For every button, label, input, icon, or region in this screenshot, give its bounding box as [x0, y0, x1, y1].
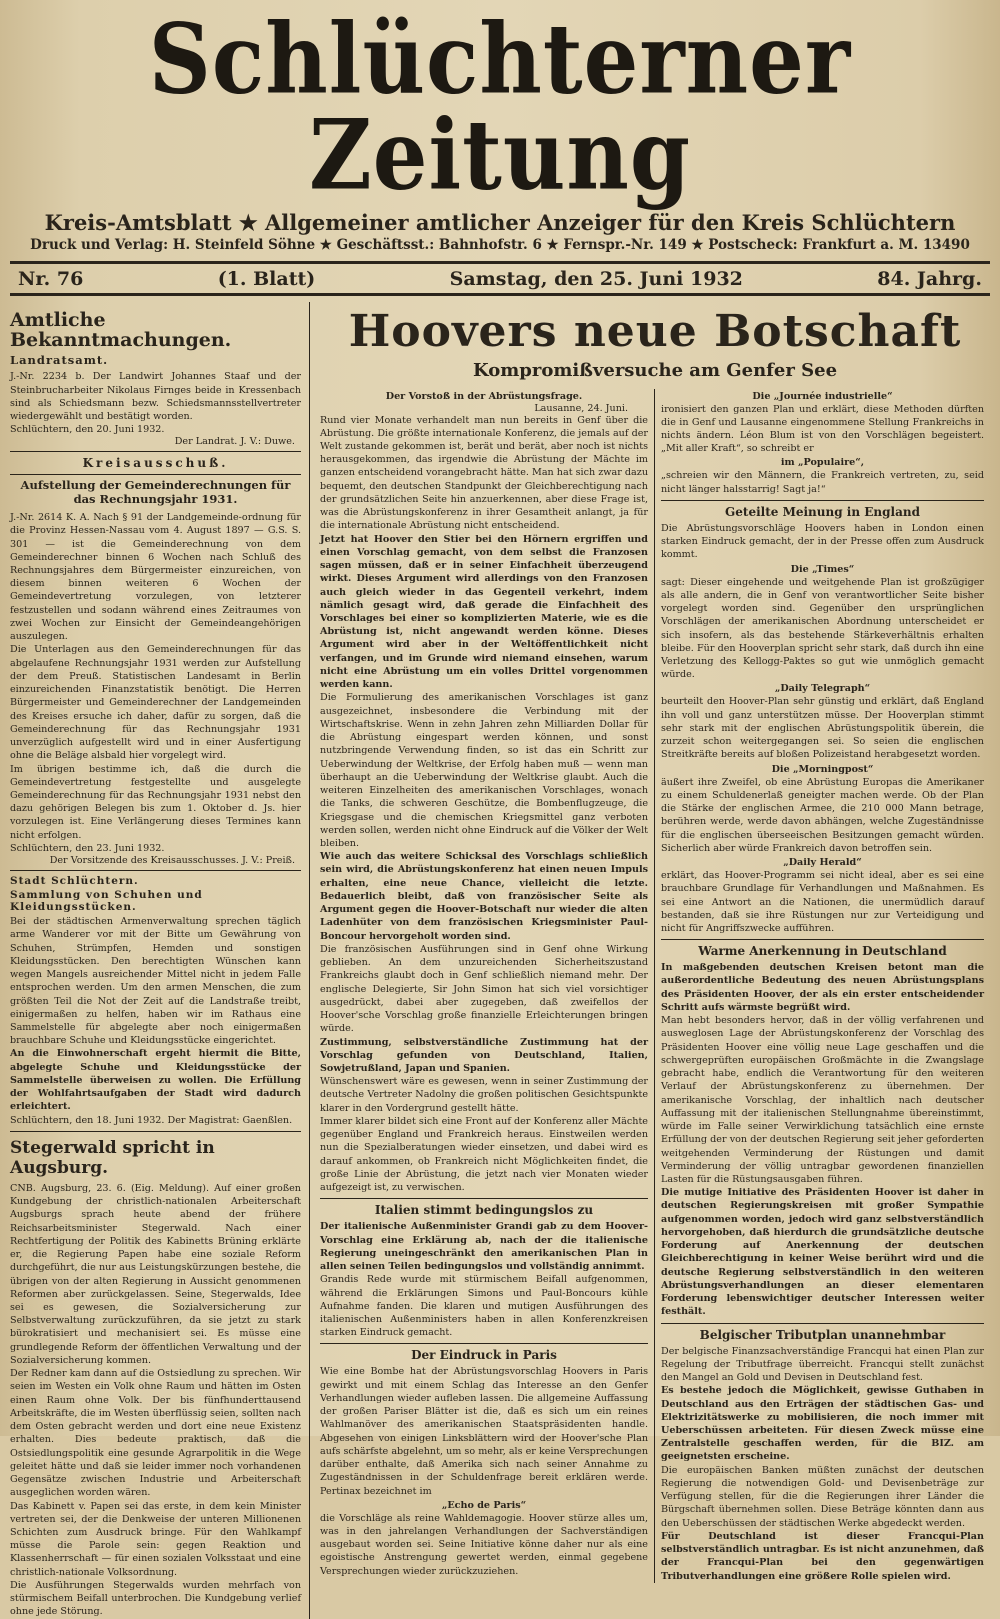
article-columns: [320, 389, 990, 1583]
a1-p7: Wünschenswert wäre es gewesen, wenn in seiner Zustimmung der deutsche Vertreter Nadolny die großen politischen Gesichtspunkte klarer in den Vordergrund gestellt hätte.: [320, 1076, 648, 1114]
sheet-number: (1. Blatt): [217, 267, 316, 290]
columns: [10, 302, 990, 1619]
england-p1: Die Abrüstungsvorschläge Hoovers haben in London einen starken Eindruck gemacht, der in der Presse offen zum Ausdruck kommt.: [661, 522, 984, 561]
article-col-1: [320, 389, 655, 1583]
journee-p2: „schreien wir den Männern, die Frankreich vertreten, zu, seid nicht länger halsstarrig! Sagt ja!“: [661, 470, 984, 495]
belgium-p2: Es bestehe jedoch die Möglichkeit, gewisse Guthaben in Deutschland aus den Erträgen der städtischen Gas- und Elektrizitätswerke zu mobilisieren, die noch immer mit Ueberschüssen arbeiteten. Für diesen Zweck müsse eine Zentralstelle geschaffen werden, für die BIZ. am geeignetsten erscheine.: [661, 1385, 984, 1463]
main-subhead: Kompromißversuche am Genfer See: [472, 359, 838, 381]
amtlich-text: J.-Nr. 2234 b. Der Landwirt Johannes Staaf und der Steinbrucharbeiter Nikolaus Firnges beide in Kressenbach sind als Schiedsmann bezw. Schiedsmannsstellvertreter wiedergewählt und bestätigt worden.: [10, 371, 301, 422]
kreis-p3: Im übrigen bestimme ich, daß die durch die Gemeindevertretung festgestellte und ausgelegte Gemeinderechnung für das Rechnungsjahr 1931 nebst den dazu gehörigen Belegen bis zum 1. Oktober d. Js. hier vorzulegen ist. Eine Verlängerung dieses Termines kann nicht erfolgen.: [10, 763, 301, 841]
steger-title: Stegerwald spricht in Augsburg.: [10, 1137, 215, 1178]
stadt-p1: Bei der städtischen Armenverwaltung sprechen täglich arme Wanderer vor mit der Bitte um Gewährung von Schuhen, Strümpfen, Hemden und sonstigen Kleidungsstücken. Den berechtigten Wünschen kann wegen Mangels ausreichender Mittel nicht in jedem Falle entsprochen werden. Um den armen Menschen, die zum größten Teil die Not der Zeit auf die Landstraße treibt, einigermaßen zu helfen, haben wir im Rathaus eine Sammelstelle für abgelegte aber noch einigermaßen brauchbare Schuhe und Kleidungsstücke eingerichtet.: [10, 916, 301, 1047]
kreis-p1: J.-Nr. 2614 K. A. Nach § 91 der Landgemeinde-ordnung für die Provinz Hessen-Nassau vom 4. August 1897 — G.S. S. 301 — ist die Gemeinderechnung von dem Gemeinderechner binnen 6 Wochen nach Schluß des Rechnungsjahres dem Bürgermeister einzureichen, von diesem binnen weiteren 6 Wochen der Gemeindevertretung vorzulegen, von letzterer festzustellen und sodann während eines Zeitraumes von zwei Wochen zur Einsicht der Gemeindeangehörigen auszulegen.: [10, 512, 301, 643]
italy-p1: Der italienische Außenminister Grandi gab zu dem Hoover-Vorschlag eine Erklärung ab, nach der die italienische Regierung uneingeschränkt den amerikanischen Plan in allen seinen Teilen bedingungslos und vollständig annimmt.: [320, 1221, 648, 1273]
echo-label: „Echo de Paris“: [441, 1499, 527, 1511]
steger-p2: Der Redner kam dann auf die Ostsiedlung zu sprechen. Wir seien im Westen ein Volk ohne Raum und hätten im Osten einen Raum ohne Volk. Der bis fünfhunderttausend Arbeitskräfte, die im Westen überflüssig seien, sollten nach dem Osten gebracht werden und dort eine neue Existenz erhalten. Dies bedeute praktisch, daß die Ostsiedlungspolitik eine gesunde Agrarpolitik in die Wege geleitet hätte und daß sie leider immer noch vorhandenen Gegensätze zwischen Industrie und Arbeiterschaft ausgeglichen worden wären.: [10, 1368, 301, 1499]
belgium-p3: Die europäischen Banken müßten zunächst der deutschen Regierung die notwendigen Gold- und Devisenbeträge zur Verfügung stellen, für die die Regierungen ihrer Länder die Bürgschaft übernehmen sollen. Diese Beträge könnten dann aus den Ueberschüssen der städtischen Werke abgedeckt werden.: [661, 1464, 984, 1529]
italy-p2: Grandis Rede wurde mit stürmischem Beifall aufgenommen, während die Erklärungen Simons und Paul-Boncours kühle Aufnahme fanden. Die klaren und mutigen Ausführungen des italienischen Außenministers haben in allen Konferenzkreisen starken Eindruck gemacht.: [320, 1274, 648, 1339]
belgium-p4: Für Deutschland ist dieser Francqui-Plan selbstverständlich untragbar. Es ist nicht anzunehmen, daß der Francqui-Plan bei den gegenwärtigen Tributverhandlungen eine größere Rolle spielen wird.: [661, 1530, 984, 1582]
belgium-p1: Der belgische Finanzsachverständige Francqui hat einen Plan zur Regelung der Tributfrage überreicht. Francqui stellt zunächst den Mangel an Gold und Devisen in Deutschland fest.: [661, 1345, 984, 1384]
england-p5: erklärt, das Hoover-Programm sei nicht ideal, aber es sei eine brauchbare Grundlage für Verhandlungen und Maßnahmen. Es sei eine Antwort an die Nationen, die unermüdlich darauf bestanden, daß sie ihre Rüstungen nur zur Verteidigung und nicht für Angriffszwecke aufführen.: [661, 870, 984, 934]
journee-label: Die „Journée industrielle“: [752, 390, 893, 402]
paris-title: Der Eindruck in Paris: [320, 1343, 648, 1362]
germany-p1: In maßgebenden deutschen Kreisen betont man die außerordentliche Bedeutung des neuen Abrüstungsplans des Präsidenten Hoover, der als ein erster entscheidender Schritt aufs wärmste begrüßt wird.: [661, 962, 984, 1013]
article-col-2: [655, 389, 990, 1583]
publisher-info: Druck und Verlag: H. Steinfeld Söhne ★ Geschäftsst.: Bahnhofstr. 6 ★ Fernspr.-Nr. 149 ★ Postscheck: Frankfurt a. M. 13490: [30, 237, 970, 253]
steger-p3: Das Kabinett v. Papen sei das erste, in dem kein Minister vertreten sei, der die Denkweise der unteren Millionenen Schichten zum Ausdruck bringe. Für den Wahlkampf müsse die Parole sein: gegen Reaktion und Klassenherrschaft — für einen sozialen Volksstaat und eine christlich-nationale Volksordnung.: [10, 1500, 301, 1578]
masthead: [10, 0, 990, 253]
issue-date: Samstag, den 25. Juni 1932: [449, 267, 743, 290]
amtlich-title: Amtliche Bekanntmachungen.: [10, 308, 232, 352]
dateline: [10, 261, 990, 296]
right-column: [310, 302, 990, 1619]
a1-p8: Immer klarer bildet sich eine Front auf der Konferenz aller Mächte gegenüber England und Frankreich heraus. Einstweilen werden nun die Spezialberatungen wieder einsetzen, und dabei wird es darauf ankommen, ob Frankreich nicht Möglichkeiten findet, die große Linie der Abrüstung, die jetzt nach vier Monaten wieder aufgezeigt ist, zu verwischen.: [320, 1115, 648, 1194]
divider: [10, 451, 301, 452]
a1-kicker: Der Vorstoß in der Abrüstungsfrage.: [385, 390, 583, 402]
england-p4: äußert ihre Zweifel, ob eine Abrüstung Europas die Amerikaner zu einem Schuldenerlaß geneigter machen werde. Ob der Plan die Stärke der englischen Armee, die 210 000 Mann betrage, berühren werde, werde davon abhängen, welche Zugeständnisse für die englischen überseeischen Besitzungen gemacht würden. Sicherlich aber würde Frankreich davon betroffen sein.: [661, 776, 984, 854]
kreis-p2: Die Unterlagen aus den Gemeinderechnungen für das abgelaufene Rechnungsjahr 1931 werden zur Aufstellung der dem Preuß. Statistischen Landesamt in Berlin einzureichenden Finanzstatistik benötigt. Die Herren Bürgermeister und Gemeinderechner der Landgemeinden des Kreises ersuche ich daher, dafür zu sorgen, daß die Gemeinderechnung für das Rechnungsjahr 1931 unverzüglich aufgestellt wird und in einer Ausfertigung ohne die Beläge alsbald hier vorgelegt wird.: [10, 644, 301, 762]
kreis-sig: Der Vorsitzende des Kreisausschusses. J. V.: Preiß.: [49, 855, 295, 867]
england-p3: beurteilt den Hoover-Plan sehr günstig und erklärt, daß England ihn voll und ganz unterstützen müsse. Der Hooverplan stimmt sehr stark mit der englischen Abrüstungspolitik überein, die zurzeit schon weitergegangen sei. So seien die englischen Streitkräfte bereits auf bloßen Polizeistand herabgesetzt worden.: [661, 696, 984, 761]
kreis-title: Aufstellung der Gemeinderechnungen für das Rechnungsjahr 1931.: [20, 478, 291, 507]
belgium-title: Belgischer Tributplan unannehmbar: [661, 1323, 984, 1342]
a1-p6: Zustimmung, selbstverständliche Zustimmung hat der Vorschlag gefunden von Deutschland, Italien, Sowjetrußland, Japan und Spanien.: [320, 1036, 648, 1074]
newspaper-title: Schlüchterner Zeitung: [148, 2, 852, 213]
issue-number: Nr. 76: [18, 267, 84, 290]
stadt-label: Stadt Schlüchtern.: [10, 875, 139, 888]
divider: [10, 1131, 301, 1132]
italy-title: Italien stimmt bedingungslos zu: [320, 1198, 648, 1217]
paris-p2: die Vorschläge als reine Wahldemagogie. Hoover stürze alles um, was in den jahrelangen Verhandlungen der Sachverständigen ausgebaut worden sei. Seine Initiative könne daher nur als eine egoistische Anstrengung gewertet werden, einmal gegebene Versprechungen wieder zurückzuziehen.: [320, 1512, 648, 1577]
germany-p2: Man hebt besonders hervor, daß in der völlig verfahrenen und ausweglosen Lage der Abrüstungskonferenz der Vorschlag des Präsidenten Hoover eine völlig neue Lage geschaffen und die schwergeprüften europäischen Großmächte in die Zwangslage gebracht habe, endlich die Verantwortung für den weiteren Verlauf der Abrüstungskonferenz zu übernehmen. Der amerikanische Vorschlag, der inhaltlich nach deutscher Auffassung mit der italienischen Stellungnahme übereinstimmt, würde im Falle seiner Verwirklichung tatsächlich eine ernste Erfüllung der von der deutschen Regierung seit jeher geforderten weitgehenden Verminderung der Rüstungen und damit Verminderung der völlig untragbar gewordenen finanziellen Lasten für die Rüstungsausgaben führen.: [661, 1015, 984, 1185]
a1-p3: Die Formulierung des amerikanischen Vorschlages ist ganz ausgezeichnet, insbesondere die Verbindung mit der Wirtschaftskrise. Wenn in zehn Jahren zehn Milliarden Dollar für die Abrüstung eingespart werden können, und sonst nutzbringende Verwendung finden, so ist das ein Schritt zur Ueberwindung der Weltkrise, der Erfolg haben muß — wenn man überhaupt an die Ueberwindung der Weltkrise glaubt. Auch die weiteren Einzelheiten des amerikanischen Vorschlages, wonach die Tanks, die schweren Geschütze, die Bombenflugzeuge, die Kriegsgase und die chemischen Kriegsmittel ganz verboten werden sollen, werden nicht ohne Eindruck auf die Völker der Welt bleiben.: [320, 692, 648, 849]
morningpost-label: Die „Morningpost“: [771, 763, 874, 775]
stadt-p2: An die Einwohnerschaft ergeht hiermit die Bitte, abgelegte Schuhe und Kleidungsstücke der Sammelstelle überweisen zu wollen. Die Erfüllung der Wohlfahrtsaufgaben der Stadt wird dadurch erleichtert.: [10, 1048, 301, 1113]
divider: [10, 870, 301, 871]
germany-p3: Die mutige Initiative des Präsidenten Hoover ist daher in deutschen Regierungskreisen mit großer Sympathie aufgenommen worden, jedoch wird ganz selbstverständlich hervorgehoben, daß hierdurch die grundsätzliche deutsche Forderung auf Anerkennung der deutschen Gleichberechtigung in keiner Weise berührt wird und die deutsche Regierung selbstverständlich in den weiteren Abrüstungsverhandlungen an dieser elementaren Forderung lebenswichtiger deutscher Interessen weiter festhält.: [661, 1187, 984, 1318]
populaire-label: im „Populaire“,: [780, 457, 865, 469]
newspaper-subtitle: Kreis-Amtsblatt ★ Allgemeiner amtlicher Anzeiger für den Kreis Schlüchtern: [44, 210, 956, 235]
amtlich-sig: Der Landrat. J. V.: Duwe.: [174, 436, 295, 448]
times-label: Die „Times“: [790, 563, 855, 575]
main-headline: Hoovers neue Botschaft: [348, 305, 962, 357]
germany-title: Warme Anerkennung in Deutschland: [661, 939, 984, 958]
a1-place: Lausanne, 24. Juni.: [534, 402, 628, 414]
telegraph-label: „Daily Telegraph“: [774, 683, 871, 695]
herald-label: „Daily Herald“: [783, 857, 862, 869]
steger-p1: CNB. Augsburg, 23. 6. (Eig. Meldung). Auf einer großen Kundgebung der christlich-nationalen Arbeiterschaft Augsburgs sprach heute abend der frühere Reichsarbeitsminister Stegerwald. Nach einer Rechtfertigung der Politik des Kabinetts Brüning erklärte er, die Regierung Papen habe eine soziale Reform durchgeführt, die nur aus Leistungskürzungen bestehe, die übrigen von der alten Regierung in Aussicht genommenen Reformen aber zurückgelassen. Seine, Stegerwalds, Idee sei es gewesen, die Sozialversicherung zur Selbstverwaltung zurückzuführen, da sie jetzt zu stark bürokratisiert und mechanisiert sei. Es müsse eine grundlegende Reform der öffentlichen Verwaltung und der Sozialversicherung kommen.: [10, 1182, 301, 1366]
kreis-date: Schlüchtern, den 23. Juni 1932.: [10, 842, 165, 854]
a1-p2: Jetzt hat Hoover den Stier bei den Hörnern ergriffen und einen Vorschlag gemacht, von dem selbst die Franzosen sagen müssen, daß er in seiner Einfachheit überzeugend wirkt. Dieses Argument wird allerdings von den Franzosen auch gleich wieder in das Gegenteil verkehrt, indem nämlich gesagt wird, daß gerade die Einfachheit des Vorschlages bei einer so komplizierten Materie, wie es die Abrüstung ist, nicht angewandt werden könne. Dieses Argument wird aber in der Weltöffentlichkeit nicht verfangen, und im Grunde wird niemand einsehen, warum nicht eine Abrüstung um ein volles Drittel vorgenommen werden kann.: [320, 533, 648, 691]
amtlich-sub: Landratsamt.: [10, 353, 109, 368]
a1-p5: Die französischen Ausführungen sind in Genf ohne Wirkung geblieben. An dem unzureichenden Sicherheitszustand Frankreichs glaubt doch in Genf schließlich niemand mehr. Der englische Delegierte, Sir John Simon hat sich viel vorsichtiger ausgedrückt, dabei aber zugegeben, daß zweifellos der Hoover'sche Vorschlag große finanzielle Erleichterungen bringen würde.: [320, 943, 648, 1035]
journee-p1: ironisiert den ganzen Plan und erklärt, diese Methoden dürften die in Genf und Lausanne eingenommene Stellung Frankreichs in nichts ändern. Léon Blum ist von den Vorschlägen begeistert. „Mit aller Kraft“, so schreibt er: [661, 403, 984, 455]
steger-p4: Die Ausführungen Stegerwalds wurden mehrfach von stürmischem Beifall unterbrochen. Die Kundgebung verlief ohne jede Störung.: [10, 1579, 301, 1618]
left-column: [10, 302, 310, 1619]
amtlich-date: Schlüchtern, den 20. Juni 1932.: [10, 424, 165, 436]
a1-p4: Wie auch das weitere Schicksal des Vorschlags schließlich sein wird, die Abrüstungskonferenz hat einen neuen Impuls erhalten, eine neue Chance, vielleicht die letzte. Bedauerlich bleibt, daß von französischer Seite als Argument gegen die Hoover-Botschaft nur wieder die alten Ladenhüter von dem französischen Kriegsminister Paul-Boncour hervorgeholt worden sind.: [320, 851, 648, 942]
stadt-date: Schlüchtern, den 18. Juni 1932.: [10, 1114, 165, 1126]
volume-year: 84. Jahrg.: [877, 267, 982, 290]
paris-p1: Wie eine Bombe hat der Abrüstungsvorschlag Hoovers in Paris gewirkt und mit einem Schlag das Interesse an den Genfer Verhandlungen wieder aufleben lassen. Die allgemeine Auffassung der großen Pariser Blätter ist die, daß es sich um ein reines Wahlmanöver des amerikanischen Staatspräsidenten handle. Abgesehen von einigen Linksblättern wird der Hoover'sche Plan aufs schärfste abgelehnt, um so mehr, als er keine Versprechungen darüber enthalte, daß Amerika sich nach seiner Annahme zu Zugeständnissen in der Schuldenfrage bereit erklären werde. Pertinax bezeichnet im: [320, 1366, 648, 1497]
divider: [10, 474, 301, 475]
stadt-date-sig: [10, 1114, 301, 1127]
stadt-title: Sammlung von Schuhen und Kleidungsstücken.: [10, 889, 203, 914]
kreis-label: Kreisausschuß.: [82, 456, 229, 471]
stadt-sig: Der Magistrat: Gaenßlen.: [167, 1114, 293, 1126]
england-title: Geteilte Meinung in England: [661, 500, 984, 519]
a1-p1: Rund vier Monate verhandelt man nun bereits in Genf über die Abrüstung. Die größte internationale Konferenz, die jemals auf der Welt zustande gekommen ist, berät und berät, aber noch ist nichts herausgekommen, das irgendwie die Abrüstung der Mächte im ganzen entscheidend vorangebracht hätte. Man hat sich zwar dazu bequemt, den deutschen Standpunkt der Gleichberechtigung nach der grundsätzlichen Seite hin anzuerkennen, aber diese Frage ist, was die Abrüstungskonferenz in ihrer Gesamtheit anlangt, ja für die internationale Abrüstung nicht entscheidend.: [320, 414, 648, 532]
england-p2: sagt: Dieser eingehende und weitgehende Plan ist großzügiger als alle andern, die in Genf von verantwortlicher Seite bisher vorgelegt worden sind. Gegenüber den ursprünglichen Vorschlägen der amerikanischen Abordnung unterscheidet er sich insofern, als das bestehende Stärkeverhältnis erhalten bleibe. Für den Hooverplan spricht sehr stark, daß durch ihn eine Verletzung des Kellogg-Paktes so gut wie unmöglich gemacht würde.: [661, 576, 984, 681]
